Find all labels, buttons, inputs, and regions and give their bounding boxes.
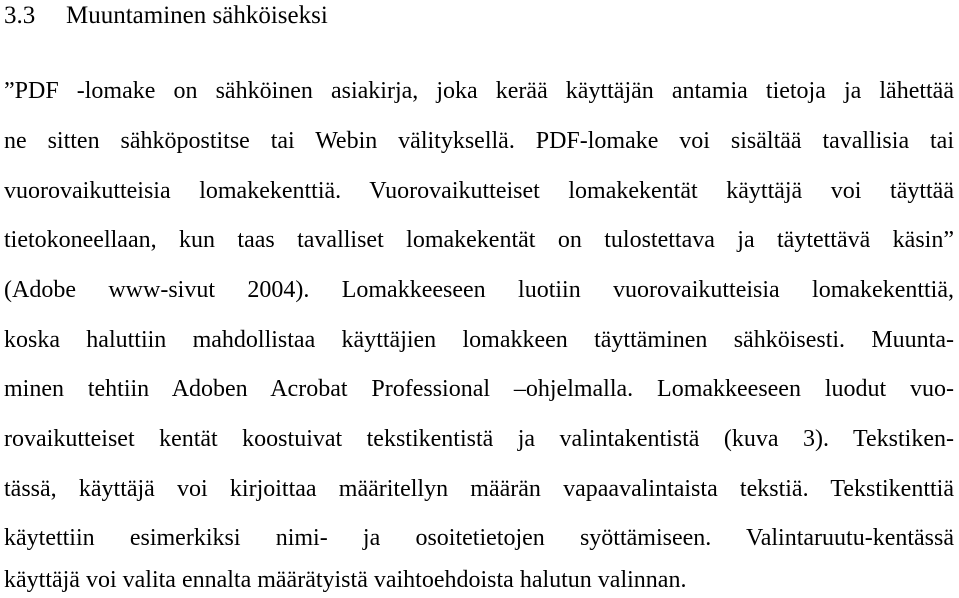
paragraph-line: tietokoneellaan, kun taas tavalliset lomakekentät on tulostettava ja täytettävä käsin” — [4, 227, 954, 253]
paragraph-line: käyttäjä voi valita ennalta määrätyistä vaihtoehdoista halutun valinnan. — [4, 567, 687, 593]
paragraph-line: tässä, käyttäjä voi kirjoittaa määritellyn määrän vapaavalintaista tekstiä. Tekstikenttiä — [4, 476, 954, 502]
section-number: 3.3 — [4, 2, 36, 29]
section-title: Muuntaminen sähköiseksi — [66, 2, 328, 29]
paragraph-line: käytettiin esimerkiksi nimi- ja osoitetietojen syöttämiseen. Valintaruutu-kentässä — [4, 525, 954, 551]
paragraph-line: rovaikutteiset kentät koostuivat tekstikentistä ja valintakentistä (kuva 3). Tekstiken- — [4, 426, 954, 452]
section-heading — [4, 1, 328, 31]
paragraph-line: koska haluttiin mahdollistaa käyttäjien lomakkeen täyttäminen sähköisesti. Muunta- — [4, 327, 954, 353]
paragraph-line: ne sitten sähköpostitse tai Webin välityksellä. PDF-lomake voi sisältää tavallisia tai — [4, 128, 954, 154]
paragraph-line: (Adobe www-sivut 2004). Lomakkeeseen luotiin vuorovaikutteisia lomakekenttiä, — [4, 277, 954, 303]
paragraph-line: vuorovaikutteisia lomakekenttiä. Vuorovaikutteiset lomakekentät käyttäjä voi täyttää — [4, 178, 954, 204]
paragraph-line: minen tehtiin Adoben Acrobat Professional –ohjelmalla. Lomakkeeseen luodut vuo- — [4, 376, 954, 402]
paragraph-line: ”PDF -lomake on sähköinen asiakirja, joka kerää käyttäjän antamia tietoja ja lähettää — [4, 78, 954, 104]
